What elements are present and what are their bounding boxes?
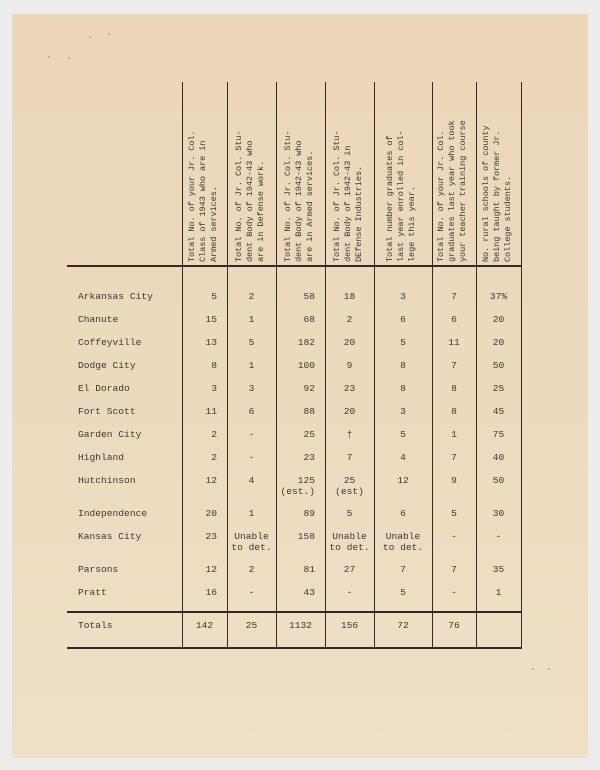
table-cell: 15	[205, 314, 217, 325]
table-cell: 7	[451, 452, 457, 463]
table-cell: 11	[205, 406, 217, 417]
table-cell: 5	[451, 508, 457, 519]
table-cell: 6	[400, 314, 406, 325]
table-cell: 2	[211, 452, 217, 463]
table-cell: 23	[205, 531, 217, 542]
totals-cell: 72	[397, 620, 409, 631]
table-cell: 81	[303, 564, 315, 575]
table-cell: 12	[205, 475, 217, 486]
totals-cell: 25	[245, 620, 258, 631]
table-cell: 20	[205, 508, 217, 519]
table-cell: 23	[343, 383, 356, 394]
school-name: Kansas City	[78, 531, 142, 542]
table-cell: 7	[451, 564, 457, 575]
table-cell: -	[451, 587, 457, 598]
table-cell: 12	[397, 475, 409, 486]
table-cell: 20	[492, 314, 505, 325]
table-cell: -	[248, 587, 255, 598]
table-cell: 75	[492, 429, 505, 440]
table-cell: 23	[303, 452, 315, 463]
table-cell: Unable to det.	[382, 531, 424, 553]
table-cell: 2	[248, 291, 255, 302]
column-header-text: Total No. of Jr. Col. Stu- dent Body of 1942-43 who are in Armed services.	[282, 130, 315, 262]
school-name: Dodge City	[78, 360, 136, 371]
table-cell: 8	[451, 383, 457, 394]
table-cell: 3	[400, 406, 406, 417]
table-cell: 8	[400, 360, 406, 371]
table-cell: -	[248, 429, 255, 440]
table-cell: 4	[400, 452, 406, 463]
paper-speck	[68, 57, 70, 59]
table-cell: 2	[346, 314, 353, 325]
paper-speck	[48, 56, 50, 58]
table-cell: 3	[248, 383, 255, 394]
column-header	[436, 86, 480, 262]
table-cell: 25 (est)	[335, 475, 364, 497]
table-cell: -	[248, 452, 255, 463]
table-cell: 20	[492, 337, 505, 348]
table-cell: 20	[343, 406, 356, 417]
table-cell: 5	[400, 337, 406, 348]
table-cell: 18	[343, 291, 356, 302]
table-cell: 7	[451, 291, 457, 302]
table-cell: 92	[303, 383, 315, 394]
school-name: Arkansas City	[78, 291, 153, 302]
table-cell: 9	[451, 475, 457, 486]
totals-cell: 1132	[288, 620, 313, 631]
table-cell: 25	[492, 383, 505, 394]
school-name: Coffeyville	[78, 337, 142, 348]
table-cell: 7	[346, 452, 353, 463]
row-divider	[67, 611, 522, 613]
table-cell: 8	[451, 406, 457, 417]
table-cell: 100	[297, 360, 315, 371]
table-cell: 30	[492, 508, 505, 519]
table-cell: 1	[248, 508, 255, 519]
table-cell: 6	[451, 314, 457, 325]
table-cell: 50	[492, 475, 505, 486]
school-name: Independence	[78, 508, 148, 519]
school-name: Hutchinson	[78, 475, 136, 486]
paper-speck	[108, 33, 110, 35]
table-cell: 89	[303, 508, 315, 519]
school-name: Chanute	[78, 314, 119, 325]
table-cell: 1	[248, 360, 255, 371]
totals-cell: 142	[195, 620, 214, 631]
table-cell: 8	[400, 383, 406, 394]
table-cell: 45	[492, 406, 505, 417]
table-cell: Unable to det.	[329, 531, 370, 553]
column-header	[481, 86, 525, 262]
table-cell: 58	[303, 291, 315, 302]
table-cell: 5	[211, 291, 217, 302]
table-cell: 6	[248, 406, 255, 417]
totals-cell: 156	[340, 620, 359, 631]
table-cell: 182	[297, 337, 315, 348]
table-cell: 88	[303, 406, 315, 417]
table-cell: 4	[248, 475, 255, 486]
column-header-text: Total No. of your Jr. Col. Class of 1943 who are in Armed services.	[186, 130, 219, 262]
table-cell: 37%	[489, 291, 508, 302]
column-header	[283, 86, 327, 262]
table-cell: 12	[205, 564, 217, 575]
table-cell: 7	[400, 564, 406, 575]
school-name: Highland	[78, 452, 125, 463]
school-name: El Dorado	[78, 383, 130, 394]
table-cell: 7	[451, 360, 457, 371]
table-cell: 9	[346, 360, 353, 371]
table-cell: 1	[451, 429, 457, 440]
table-cell: 27	[343, 564, 356, 575]
table-cell: 5	[400, 587, 406, 598]
table-cell: 68	[303, 314, 315, 325]
school-name: Pratt	[78, 587, 107, 598]
table-cell: 13	[205, 337, 217, 348]
column-header	[332, 86, 376, 262]
table-cell: 20	[343, 337, 356, 348]
column-header-text: No. rural schools of county being taught by former Jr. College students.	[480, 125, 513, 262]
table-cell: 125 (est.)	[280, 475, 315, 497]
totals-label: Totals	[78, 620, 113, 631]
row-divider	[67, 647, 522, 649]
school-name: Parsons	[78, 564, 119, 575]
table-cell: 5	[346, 508, 353, 519]
table-cell: -	[346, 587, 353, 598]
table-cell: 35	[492, 564, 505, 575]
table-cell: 5	[400, 429, 406, 440]
table-cell: 11	[448, 337, 460, 348]
table-cell: -	[451, 531, 457, 542]
table-cell: 5	[248, 337, 255, 348]
paper-speck	[89, 36, 91, 38]
column-header-text: Total No. of Jr. Col. Stu- dent Body of 1942-43 who are in Defense work.	[233, 130, 266, 262]
table-cell: 43	[303, 587, 315, 598]
row-divider	[67, 265, 522, 267]
table-cell: Unable to det.	[231, 531, 272, 553]
column-header-text: Total No. of Jr. Col. Stu- dent Body of 1942-43 in DEfense Industries.	[331, 130, 364, 262]
table-cell: 6	[400, 508, 406, 519]
table-cell: 8	[211, 360, 217, 371]
column-header	[187, 86, 231, 262]
school-name: Fort Scott	[78, 406, 136, 417]
table-cell: 25	[303, 429, 315, 440]
totals-cell: 76	[448, 620, 460, 631]
table-cell: 1	[248, 314, 255, 325]
table-cell: 50	[492, 360, 505, 371]
column-header	[385, 86, 429, 262]
table-cell: -	[495, 531, 502, 542]
column-header-text: Total No. of your Jr. Col. graduates last year who took your teacher training course	[436, 120, 468, 262]
table-cell: 2	[248, 564, 255, 575]
table-cell: 1	[495, 587, 502, 598]
table-cell: 2	[211, 429, 217, 440]
table-cell: †	[346, 429, 353, 440]
table-cell: 158	[297, 531, 315, 542]
table-cell: 3	[400, 291, 406, 302]
column-header	[234, 86, 278, 262]
school-name: Garden City	[78, 429, 142, 440]
table-cell: 16	[205, 587, 217, 598]
paper-speck	[548, 668, 550, 670]
paper-speck	[532, 668, 534, 670]
table-cell: 40	[492, 452, 505, 463]
column-header-text: Total number graduates of last year enrolled in col- lege this year.	[385, 130, 417, 262]
table-cell: 3	[211, 383, 217, 394]
